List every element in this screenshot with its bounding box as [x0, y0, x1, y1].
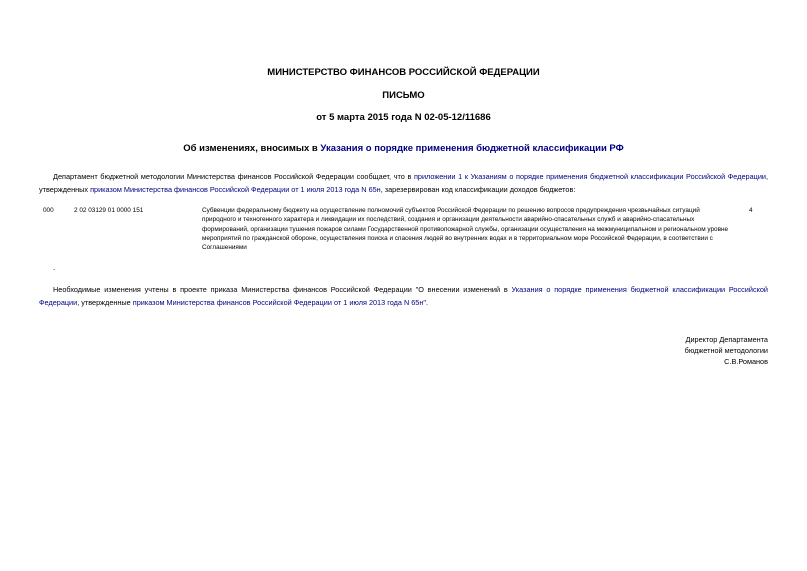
p2-text-b: , утвержденные — [77, 298, 133, 307]
kbk-code-cell: 2 02 03129 01 0000 151 — [74, 207, 144, 214]
p1-text-b: , утвержденных — [39, 172, 769, 194]
p1-link-order[interactable]: приказом Министерства финансов Российской Федерации от 1 июля 2013 года N 65н — [90, 185, 381, 194]
subject-link[interactable]: Указания о порядке применения бюджетной классификации РФ — [320, 143, 624, 154]
p1-link-appendix[interactable]: приложении 1 к Указаниям о порядке применения бюджетной классификации Российской Федерации — [413, 172, 766, 181]
signature-line-1: Директор Департамента — [685, 335, 768, 344]
subject-prefix: Об изменениях, вносимых в — [183, 143, 321, 154]
subject-heading — [0, 143, 807, 154]
paragraph-2 — [39, 283, 768, 309]
p2-text-c: ". — [423, 298, 429, 307]
ministry-heading: МИНИСТЕРСТВО ФИНАНСОВ РОССИЙСКОЙ ФЕДЕРАЦИИ — [267, 67, 540, 78]
doc-type-heading: ПИСЬМО — [382, 90, 425, 101]
p1-text-a: Департамент бюджетной методологии Министерства финансов Российской Федерации сообщает, что в — [53, 172, 414, 181]
level-cell: 4 — [749, 207, 753, 214]
p2-text-a: Необходимые изменения учтены в проекте приказа Министерства финансов Российской Федерации "О внесении изменений в — [53, 285, 512, 294]
signature-block — [685, 334, 768, 367]
signature-line-3: С.В.Романов — [724, 357, 768, 366]
separator-dot: . — [53, 263, 56, 272]
admin-code-cell: 000 — [43, 207, 54, 214]
p2-link-instructions[interactable]: Указания о порядке применения бюджетной классификации Российской Федерации — [39, 285, 768, 307]
signature-line-2: бюджетной методологии — [684, 346, 768, 355]
p2-link-order[interactable]: приказом Министерства финансов Российской Федерации от 1 июля 2013 года N 65н — [132, 298, 424, 307]
description-cell: Субвенции федеральному бюджету на осуществление полномочий субъектов Российской Федерации по решению вопросов предупреждения чрезвычайных ситуаций природного и техногенного характера и ликвидации их последствий, создания и организации деятельности аварийно-спасательных служб и аварийно-спасательных формирований, организации тушения пожаров силами Государственной противопожарной службы, организации осуществления на межмуниципальном и региональном уровне мероприятий по гражданской обороне, осуществления поиска и спасения людей во внутренних водах и в территориальном море Российской Федерации, в соответствии с Соглашениями — [202, 207, 729, 252]
p1-text-c: , зарезервирован код классификации доходов бюджетов: — [380, 185, 576, 194]
paragraph-1 — [39, 170, 768, 196]
date-number-heading: от 5 марта 2015 года N 02-05-12/11686 — [316, 112, 491, 123]
